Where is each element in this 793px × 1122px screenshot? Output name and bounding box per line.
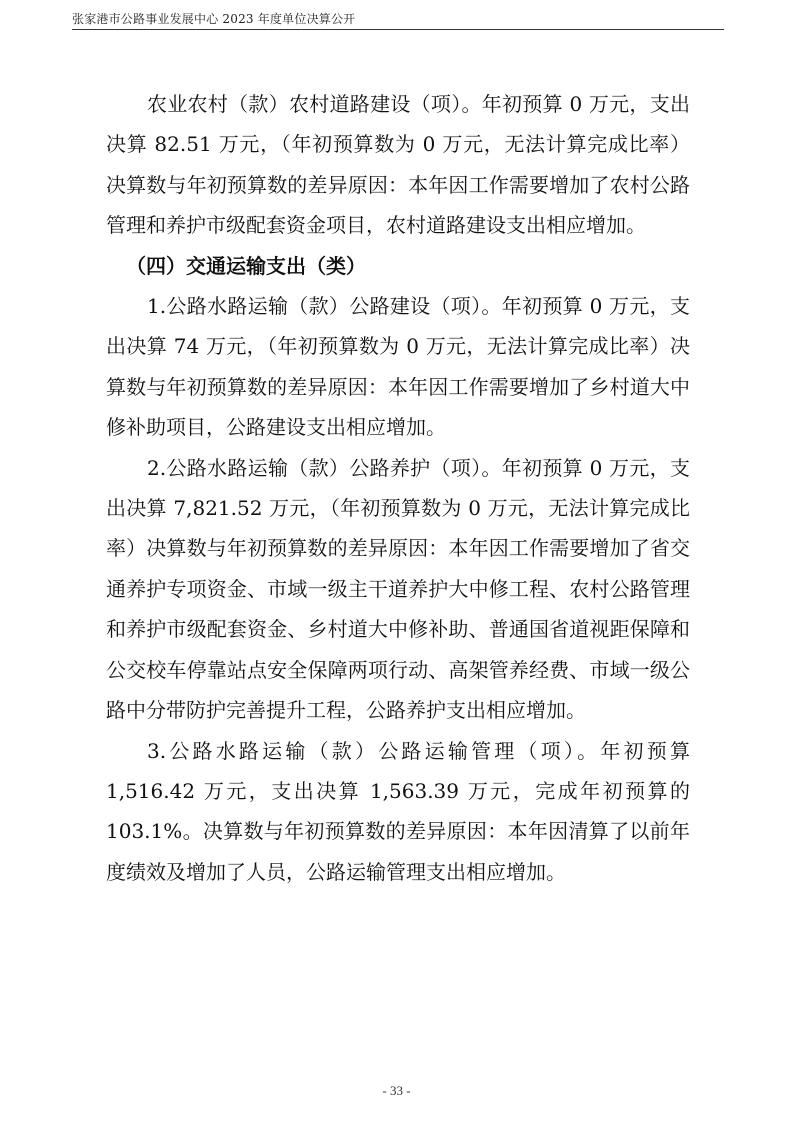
header-divider [72,29,724,30]
paragraph-road-construction: 1.公路水路运输（款）公路建设（项）。年初预算 0 万元，支出决算 74 万元，（年初预算数为 0 万元，无法计算完成比率）决算数与年初预算数的差异原因：本年因工作需要增加了乡村道大中修补助项目，公路建设支出相应增加。 [106,294,690,440]
section-heading-transport: （四）交通运输支出（类） [126,253,366,278]
paragraph-road-maintenance: 2.公路水路运输（款）公路养护（项）。年初预算 0 万元，支出决算 7,821.52 万元，（年初预算数为 0 万元，无法计算完成比率）决算数与年初预算数的差异原因：本年因工作需要增加了省交通养护专项资金、市域一级主干道养护大中修工程、农村公路管理和养护市级配套资金、乡村道大中修补助、普通国省道视距保障和公交校车停靠站点安全保障两项行动、高架管养经费、市域一级公路中分带防护完善提升工程，公路养护支出相应增加。 [106,455,690,723]
document-body [106,84,690,892]
page-number: - 33 - [382,1083,411,1098]
paragraph-rural-roads: 农业农村（款）农村道路建设（项）。年初预算 0 万元，支出决算 82.51 万元，（年初预算数为 0 万元，无法计算完成比率）决算数与年初预算数的差异原因：本年因工作需要增加了农村公路管理和养护市级配套资金项目，农村道路建设支出相应增加。 [106,92,690,238]
paragraph-transport-management: 3.公路水路运输（款）公路运输管理（项）。年初预算 1,516.42 万元，支出决算 1,563.39 万元，完成年初预算的 103.1%。决算数与年初预算数的差异原因：本年因清算了以前年度绩效及增加了人员，公路运输管理支出相应增加。 [106,738,690,884]
page-header: 张家港市公路事业发展中心 2023 年度单位决算公开 [72,12,356,26]
